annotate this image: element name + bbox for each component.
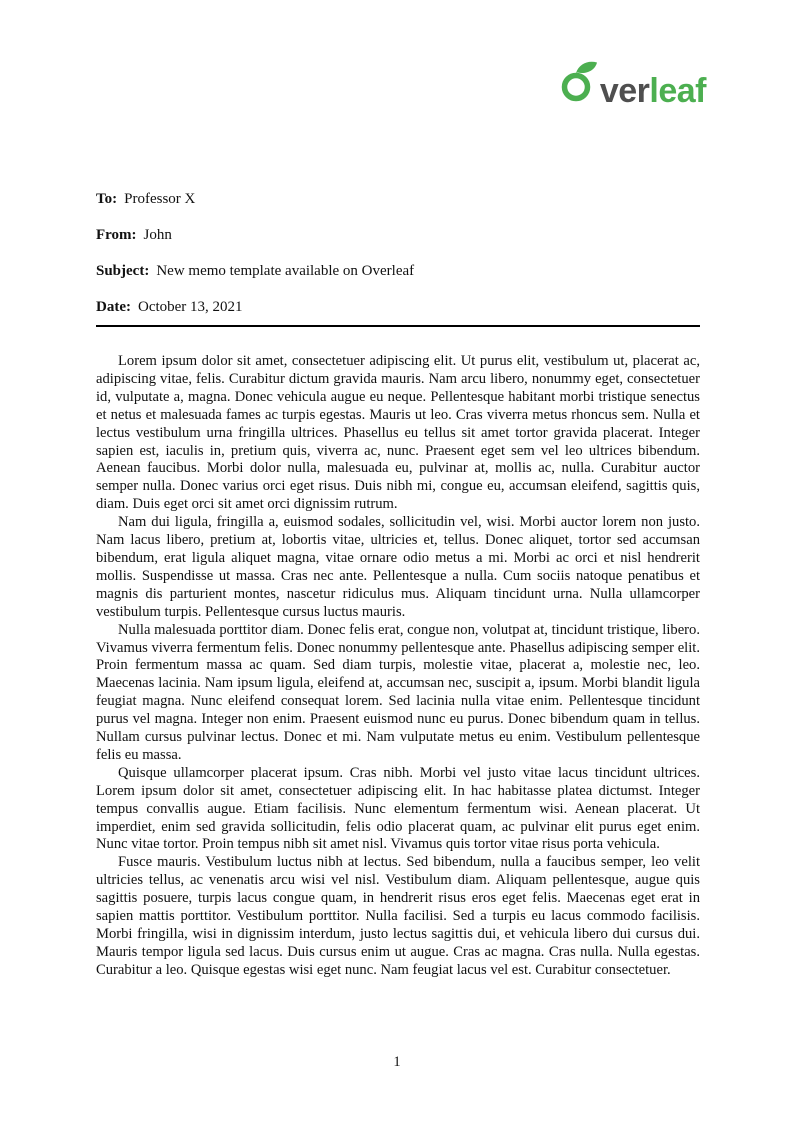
page-number: 1 (393, 1054, 401, 1070)
body-paragraph-2: Nam dui ligula, fringilla a, euismod sodales, sollicitudin vel, wisi. Morbi auctor lorem non justo. Nam lacus libero, pretium at, lobortis vitae, ultricies et, tellus. Donec aliquet, tortor sed accumsan bibendum, erat ligula aliquet magna, vitae ornare odio metus a mi. Morbi ac orci et nisl hendrerit mollis. Suspendisse ut massa. Cras nec ante. Pellentesque a nulla. Cum sociis natoque penatibus et magnis dis parturient montes, nascetur ridiculus mus. Aliquam tincidunt urna. Nulla ullamcorper vestibulum turpis. Pellentesque cursus luctus mauris. (96, 514, 700, 620)
overleaf-logo (560, 60, 706, 108)
logo-wordmark (600, 74, 706, 108)
logo-text-leaf: leaf (649, 72, 706, 110)
memo-field-from (96, 226, 700, 245)
page-footer (0, 1054, 794, 1071)
memo-field-subject (96, 262, 700, 281)
body-paragraph-5: Fusce mauris. Vestibulum luctus nibh at lectus. Sed bibendum, nulla a faucibus semper, leo velit ultricies tellus, ac venenatis arcu wisi vel nisl. Vestibulum diam. Aliquam pellentesque, augue quis sagittis posuere, turpis lacus congue quam, in hendrerit risus eros eget felis. Maecenas eget erat in sapien mattis porttitor. Vestibulum porttitor. Nulla facilisi. Sed a turpis eu lacus commodo facilisis. Morbi fringilla, wisi in dignissim interdum, justo lectus sagittis dui, et vehicula libero dui cursus dui. Mauris tempor ligula sed lacus. Duis cursus enim ut augue. Cras ac magna. Cras nulla. Nulla egestas. Curabitur a leo. Quisque egestas wisi eget nunc. Nam feugiat lacus vel est. Curabitur consectetuer. (96, 854, 700, 978)
field-value-subject: New memo template available on Overleaf (156, 263, 415, 279)
memo-field-date (96, 298, 700, 317)
field-value-to: Professor X (124, 191, 196, 207)
field-label-to: To: (96, 191, 118, 207)
body-paragraph-3: Nulla malesuada porttitor diam. Donec felis erat, congue non, volutpat at, tincidunt tristique, libero. Vivamus viverra fermentum felis. Donec nonummy pellentesque ante. Phasellus adipiscing semper elit. Proin fermentum massa ac quam. Sed diam turpis, molestie vitae, placerat a, molestie nec, leo. Maecenas lacinia. Nam ipsum ligula, eleifend at, accumsan nec, suscipit a, ipsum. Morbi blandit ligula feugiat magna. Nunc eleifend consequat lorem. Sed lacinia nulla vitae enim. Pellentesque tincidunt purus vel magna. Integer non enim. Praesent euismod nunc eu purus. Donec bibendum quam in tellus. Nullam cursus pulvinar lectus. Donec et mi. Nam vulputate metus eu enim. Vestibulum pellentesque felis eu massa. (96, 621, 700, 763)
field-value-from: John (143, 227, 172, 243)
memo-header (96, 190, 700, 317)
body-paragraph-4: Quisque ullamcorper placerat ipsum. Cras nibh. Morbi vel justo vitae lacus tincidunt ultrices. Lorem ipsum dolor sit amet, consectetuer adipiscing elit. In hac habitasse platea dictumst. Integer tempus convallis augue. Etiam facilisis. Nunc elementum fermentum wisi. Aenean placerat. Ut imperdiet, enim sed gravida sollicitudin, felis odio placerat quam, ac pulvinar elit purus eget enim. Nunc vitae tortor. Proin tempus nibh sit amet nisl. Vivamus quis tortor vitae risus porta vehicula. (96, 764, 700, 853)
memo-body (96, 353, 700, 980)
logo-text-ver: ver (599, 72, 650, 110)
field-label-from: From: (96, 227, 137, 243)
overleaf-o-leaf-icon (560, 60, 598, 107)
field-label-subject: Subject: (96, 263, 150, 279)
field-value-date: October 13, 2021 (137, 299, 243, 315)
memo-field-to (96, 190, 700, 209)
logo-row (0, 60, 706, 108)
field-label-date: Date: (96, 299, 131, 315)
body-paragraph-1: Lorem ipsum dolor sit amet, consectetuer adipiscing elit. Ut purus elit, vestibulum ut, placerat ac, adipiscing vitae, felis. Curabitur dictum gravida mauris. Nam arcu libero, nonummy eget, consectetuer id, vulputate a, magna. Donec vehicula augue eu neque. Pellentesque habitant morbi tristique senectus et netus et malesuada fames ac turpis egestas. Mauris ut leo. Cras viverra metus rhoncus sem. Nulla et lectus vestibulum urna fringilla ultrices. Phasellus eu tellus sit amet tortor gravida placerat. Integer sapien est, iaculis in, pretium quis, viverra ac, nunc. Praesent eget sem vel leo ultrices bibendum. Aenean faucibus. Morbi dolor nulla, malesuada eu, pulvinar at, mollis ac, nulla. Curabitur auctor semper nulla. Donec varius orci eget risus. Duis nibh mi, congue eu, accumsan eleifend, sagittis quis, diam. Duis eget orci sit amet orci dignissim rutrum. (96, 353, 700, 513)
header-divider-rule (96, 325, 700, 327)
